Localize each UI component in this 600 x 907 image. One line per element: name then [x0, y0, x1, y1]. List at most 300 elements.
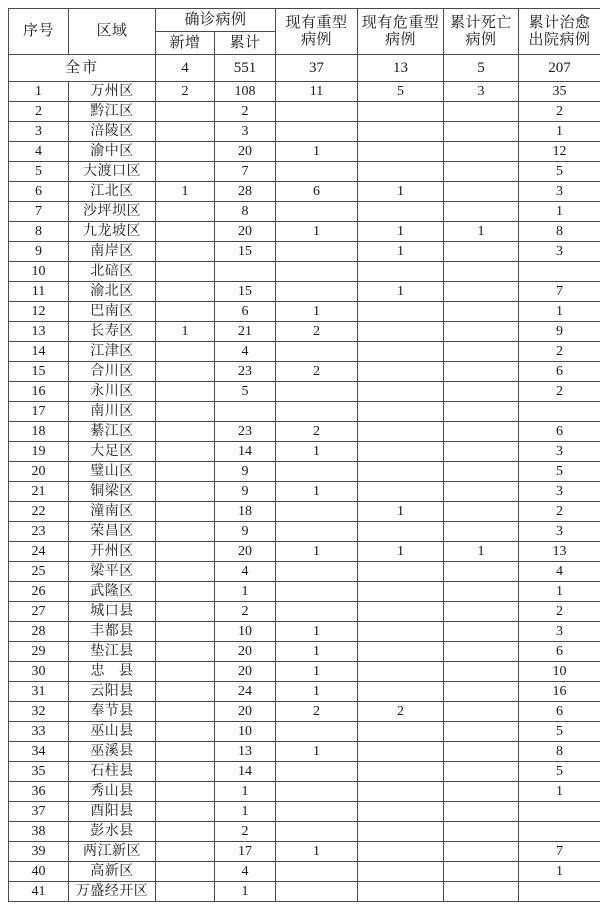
table-row	[9, 562, 600, 582]
row-index: 33	[9, 722, 69, 742]
row-confirmed-cumulative: 17	[215, 842, 276, 862]
row-confirmed-new	[156, 202, 215, 222]
row-confirmed-cumulative: 4	[215, 562, 276, 582]
row-confirmed-new	[156, 462, 215, 482]
row-confirmed-cumulative: 9	[215, 482, 276, 502]
row-cured-cumulative: 2	[519, 102, 600, 122]
row-confirmed-cumulative: 4	[215, 342, 276, 362]
row-death-cumulative	[444, 582, 519, 602]
row-index: 28	[9, 622, 69, 642]
column-header-cured-cumulative-line2: 出院病例	[528, 31, 591, 48]
row-severe-current	[276, 342, 358, 362]
row-death-cumulative	[444, 842, 519, 862]
row-index: 8	[9, 222, 69, 242]
row-index: 10	[9, 262, 69, 282]
column-header-cured-cumulative	[519, 9, 600, 55]
row-confirmed-cumulative: 20	[215, 542, 276, 562]
row-cured-cumulative: 16	[519, 682, 600, 702]
row-confirmed-cumulative: 1	[215, 882, 276, 902]
row-region-name: 涪陵区	[69, 122, 156, 142]
row-confirmed-new	[156, 582, 215, 602]
table-row	[9, 422, 600, 442]
row-confirmed-cumulative: 1	[215, 582, 276, 602]
row-confirmed-new	[156, 162, 215, 182]
row-region-name: 九龙坡区	[69, 222, 156, 242]
row-cured-cumulative: 6	[519, 702, 600, 722]
row-region-name: 渝北区	[69, 282, 156, 302]
row-critical-current	[358, 142, 444, 162]
row-cured-cumulative: 7	[519, 842, 600, 862]
row-confirmed-cumulative: 14	[215, 442, 276, 462]
row-index: 4	[9, 142, 69, 162]
row-confirmed-new	[156, 122, 215, 142]
row-death-cumulative	[444, 402, 519, 422]
row-cured-cumulative	[519, 802, 600, 822]
row-cured-cumulative: 10	[519, 662, 600, 682]
row-severe-current	[276, 122, 358, 142]
total-row-severe: 37	[276, 55, 358, 82]
row-index: 37	[9, 802, 69, 822]
row-index: 5	[9, 162, 69, 182]
row-death-cumulative	[444, 422, 519, 442]
row-index: 13	[9, 322, 69, 342]
row-severe-current	[276, 282, 358, 302]
row-confirmed-new	[156, 802, 215, 822]
row-severe-current: 1	[276, 642, 358, 662]
row-confirmed-new	[156, 822, 215, 842]
row-critical-current	[358, 522, 444, 542]
row-confirmed-new	[156, 522, 215, 542]
row-severe-current: 2	[276, 322, 358, 342]
row-region-name: 铜梁区	[69, 482, 156, 502]
row-index: 16	[9, 382, 69, 402]
row-confirmed-cumulative: 15	[215, 242, 276, 262]
row-confirmed-cumulative	[215, 402, 276, 422]
row-death-cumulative	[444, 142, 519, 162]
row-region-name: 黔江区	[69, 102, 156, 122]
row-index: 7	[9, 202, 69, 222]
table-row	[9, 502, 600, 522]
row-confirmed-cumulative: 1	[215, 782, 276, 802]
row-confirmed-new	[156, 142, 215, 162]
row-cured-cumulative: 2	[519, 342, 600, 362]
header-row-primary	[9, 9, 600, 32]
row-cured-cumulative: 5	[519, 462, 600, 482]
row-critical-current	[358, 662, 444, 682]
row-death-cumulative	[444, 122, 519, 142]
row-critical-current: 1	[358, 542, 444, 562]
row-region-name: 大渡口区	[69, 162, 156, 182]
row-confirmed-new	[156, 422, 215, 442]
row-index: 19	[9, 442, 69, 462]
row-severe-current: 1	[276, 142, 358, 162]
row-severe-current	[276, 522, 358, 542]
row-region-name: 巫山县	[69, 722, 156, 742]
table-row	[9, 362, 600, 382]
row-death-cumulative	[444, 302, 519, 322]
row-death-cumulative	[444, 782, 519, 802]
row-confirmed-new	[156, 362, 215, 382]
row-severe-current: 1	[276, 742, 358, 762]
row-region-name: 酉阳县	[69, 802, 156, 822]
row-critical-current: 5	[358, 82, 444, 102]
row-severe-current: 1	[276, 482, 358, 502]
row-critical-current	[358, 162, 444, 182]
row-region-name: 沙坪坝区	[69, 202, 156, 222]
row-cured-cumulative: 8	[519, 222, 600, 242]
row-confirmed-cumulative: 3	[215, 122, 276, 142]
row-confirmed-cumulative	[215, 262, 276, 282]
row-region-name: 北碚区	[69, 262, 156, 282]
row-region-name: 南岸区	[69, 242, 156, 262]
row-death-cumulative	[444, 642, 519, 662]
column-header-region: 区域	[69, 9, 156, 55]
row-critical-current: 1	[358, 502, 444, 522]
row-region-name: 璧山区	[69, 462, 156, 482]
row-confirmed-cumulative: 2	[215, 102, 276, 122]
row-severe-current: 1	[276, 622, 358, 642]
column-header-severe-current	[276, 9, 358, 55]
row-severe-current	[276, 782, 358, 802]
row-severe-current: 2	[276, 422, 358, 442]
row-confirmed-new: 1	[156, 322, 215, 342]
row-death-cumulative	[444, 322, 519, 342]
table-row	[9, 662, 600, 682]
row-index: 24	[9, 542, 69, 562]
row-death-cumulative	[444, 822, 519, 842]
row-death-cumulative	[444, 522, 519, 542]
row-region-name: 渝中区	[69, 142, 156, 162]
row-cured-cumulative: 1	[519, 862, 600, 882]
row-index: 21	[9, 482, 69, 502]
row-death-cumulative	[444, 202, 519, 222]
row-index: 22	[9, 502, 69, 522]
row-critical-current: 1	[358, 182, 444, 202]
row-death-cumulative	[444, 102, 519, 122]
row-index: 14	[9, 342, 69, 362]
row-cured-cumulative: 13	[519, 542, 600, 562]
row-critical-current: 2	[358, 702, 444, 722]
row-region-name: 城口县	[69, 602, 156, 622]
row-confirmed-cumulative: 20	[215, 662, 276, 682]
row-confirmed-new	[156, 102, 215, 122]
row-critical-current: 1	[358, 242, 444, 262]
row-death-cumulative	[444, 262, 519, 282]
row-region-name: 万州区	[69, 82, 156, 102]
row-death-cumulative	[444, 442, 519, 462]
row-critical-current	[358, 802, 444, 822]
row-severe-current	[276, 462, 358, 482]
row-confirmed-cumulative: 1	[215, 802, 276, 822]
row-index: 36	[9, 782, 69, 802]
column-header-critical-current-line1: 现有危重型	[361, 15, 440, 32]
table-row	[9, 802, 600, 822]
row-region-name: 江北区	[69, 182, 156, 202]
epidemic-statistics-table	[8, 8, 600, 902]
row-index: 15	[9, 362, 69, 382]
row-death-cumulative	[444, 802, 519, 822]
row-severe-current: 1	[276, 662, 358, 682]
table-header	[9, 9, 600, 55]
row-severe-current	[276, 242, 358, 262]
table-row	[9, 622, 600, 642]
table-body	[9, 55, 600, 902]
row-confirmed-cumulative: 15	[215, 282, 276, 302]
row-cured-cumulative: 5	[519, 762, 600, 782]
row-confirmed-cumulative: 6	[215, 302, 276, 322]
row-confirmed-new	[156, 222, 215, 242]
row-death-cumulative	[444, 162, 519, 182]
total-row-critical: 13	[358, 55, 444, 82]
row-confirmed-new	[156, 842, 215, 862]
row-confirmed-cumulative: 2	[215, 822, 276, 842]
row-region-name: 巴南区	[69, 302, 156, 322]
row-cured-cumulative: 1	[519, 782, 600, 802]
row-confirmed-new	[156, 722, 215, 742]
row-critical-current	[358, 782, 444, 802]
row-death-cumulative: 1	[444, 542, 519, 562]
total-row-death: 5	[444, 55, 519, 82]
row-confirmed-cumulative: 5	[215, 382, 276, 402]
table-row	[9, 402, 600, 422]
table-row	[9, 82, 600, 102]
row-confirmed-cumulative: 7	[215, 162, 276, 182]
row-critical-current	[358, 482, 444, 502]
row-confirmed-new	[156, 882, 215, 902]
table-row	[9, 882, 600, 902]
row-severe-current	[276, 582, 358, 602]
row-severe-current: 1	[276, 222, 358, 242]
row-cured-cumulative: 3	[519, 622, 600, 642]
table-row	[9, 742, 600, 762]
row-cured-cumulative: 35	[519, 82, 600, 102]
row-critical-current	[358, 622, 444, 642]
row-confirmed-cumulative: 20	[215, 222, 276, 242]
row-confirmed-new	[156, 382, 215, 402]
table-row	[9, 102, 600, 122]
row-region-name: 彭水县	[69, 822, 156, 842]
row-severe-current: 1	[276, 842, 358, 862]
row-confirmed-new: 1	[156, 182, 215, 202]
table-row	[9, 642, 600, 662]
row-confirmed-cumulative: 10	[215, 722, 276, 742]
row-index: 25	[9, 562, 69, 582]
row-region-name: 高新区	[69, 862, 156, 882]
table-row	[9, 282, 600, 302]
row-confirmed-cumulative: 20	[215, 142, 276, 162]
total-row-cured: 207	[519, 55, 600, 82]
row-severe-current	[276, 262, 358, 282]
table-row	[9, 202, 600, 222]
row-death-cumulative	[444, 242, 519, 262]
row-region-name: 潼南区	[69, 502, 156, 522]
row-region-name: 忠 县	[69, 662, 156, 682]
row-severe-current	[276, 882, 358, 902]
row-cured-cumulative: 7	[519, 282, 600, 302]
row-severe-current	[276, 602, 358, 622]
column-header-death-cumulative-line2: 病例	[465, 31, 497, 48]
row-cured-cumulative: 6	[519, 422, 600, 442]
row-critical-current	[358, 122, 444, 142]
row-critical-current	[358, 642, 444, 662]
row-confirmed-cumulative: 23	[215, 362, 276, 382]
row-death-cumulative	[444, 722, 519, 742]
row-cured-cumulative: 4	[519, 562, 600, 582]
column-header-critical-current	[358, 9, 444, 55]
row-critical-current	[358, 362, 444, 382]
table-row	[9, 602, 600, 622]
row-critical-current	[358, 462, 444, 482]
row-region-name: 丰都县	[69, 622, 156, 642]
row-death-cumulative	[444, 382, 519, 402]
column-header-confirmed-group: 确诊病例	[156, 9, 276, 32]
table-row	[9, 722, 600, 742]
row-critical-current	[358, 562, 444, 582]
row-critical-current: 1	[358, 222, 444, 242]
row-region-name: 梁平区	[69, 562, 156, 582]
row-death-cumulative	[444, 362, 519, 382]
row-index: 6	[9, 182, 69, 202]
row-cured-cumulative: 1	[519, 202, 600, 222]
row-region-name: 长寿区	[69, 322, 156, 342]
row-cured-cumulative: 8	[519, 742, 600, 762]
row-cured-cumulative: 5	[519, 722, 600, 742]
row-cured-cumulative	[519, 882, 600, 902]
row-cured-cumulative	[519, 262, 600, 282]
row-severe-current	[276, 102, 358, 122]
row-cured-cumulative: 3	[519, 182, 600, 202]
row-confirmed-new	[156, 662, 215, 682]
row-region-name: 南川区	[69, 402, 156, 422]
row-confirmed-new	[156, 622, 215, 642]
row-index: 9	[9, 242, 69, 262]
row-death-cumulative	[444, 882, 519, 902]
row-confirmed-new	[156, 682, 215, 702]
row-region-name: 大足区	[69, 442, 156, 462]
table-row	[9, 862, 600, 882]
row-death-cumulative	[444, 662, 519, 682]
row-death-cumulative	[444, 622, 519, 642]
row-confirmed-new	[156, 642, 215, 662]
row-critical-current	[358, 682, 444, 702]
row-cured-cumulative: 12	[519, 142, 600, 162]
table-row-total	[9, 55, 600, 82]
table-row	[9, 382, 600, 402]
row-severe-current: 2	[276, 702, 358, 722]
row-confirmed-cumulative: 2	[215, 602, 276, 622]
row-critical-current	[358, 582, 444, 602]
row-index: 29	[9, 642, 69, 662]
row-severe-current	[276, 862, 358, 882]
row-death-cumulative	[444, 462, 519, 482]
row-severe-current	[276, 382, 358, 402]
row-confirmed-cumulative: 14	[215, 762, 276, 782]
row-death-cumulative	[444, 862, 519, 882]
row-confirmed-new	[156, 262, 215, 282]
row-death-cumulative	[444, 602, 519, 622]
row-cured-cumulative: 2	[519, 502, 600, 522]
row-cured-cumulative: 3	[519, 242, 600, 262]
table-row	[9, 122, 600, 142]
row-index: 34	[9, 742, 69, 762]
row-cured-cumulative: 9	[519, 322, 600, 342]
row-death-cumulative	[444, 702, 519, 722]
row-severe-current	[276, 502, 358, 522]
row-critical-current	[358, 862, 444, 882]
row-confirmed-cumulative: 9	[215, 462, 276, 482]
row-severe-current	[276, 162, 358, 182]
row-confirmed-cumulative: 28	[215, 182, 276, 202]
row-cured-cumulative: 1	[519, 302, 600, 322]
total-row-confirmed-cumulative: 551	[215, 55, 276, 82]
row-region-name: 永川区	[69, 382, 156, 402]
row-severe-current: 1	[276, 682, 358, 702]
row-index: 3	[9, 122, 69, 142]
table-row	[9, 582, 600, 602]
column-header-confirmed-cumulative: 累计	[215, 32, 276, 55]
row-region-name: 垫江县	[69, 642, 156, 662]
row-confirmed-new	[156, 782, 215, 802]
table-row	[9, 162, 600, 182]
table-row	[9, 262, 600, 282]
row-severe-current	[276, 822, 358, 842]
table-row	[9, 222, 600, 242]
row-critical-current	[358, 742, 444, 762]
total-row-label: 全市	[9, 55, 156, 82]
row-critical-current	[358, 602, 444, 622]
row-index: 12	[9, 302, 69, 322]
column-header-confirmed-new: 新增	[156, 32, 215, 55]
table-row	[9, 242, 600, 262]
row-death-cumulative	[444, 762, 519, 782]
row-confirmed-new	[156, 562, 215, 582]
row-index: 11	[9, 282, 69, 302]
column-header-death-cumulative-line1: 累计死亡	[450, 15, 513, 32]
row-region-name: 两江新区	[69, 842, 156, 862]
column-header-index: 序号	[9, 9, 69, 55]
row-index: 18	[9, 422, 69, 442]
row-confirmed-cumulative: 4	[215, 862, 276, 882]
row-critical-current	[358, 422, 444, 442]
row-confirmed-new: 2	[156, 82, 215, 102]
row-critical-current	[358, 102, 444, 122]
row-severe-current: 1	[276, 442, 358, 462]
row-region-name: 奉节县	[69, 702, 156, 722]
row-cured-cumulative: 1	[519, 122, 600, 142]
row-index: 32	[9, 702, 69, 722]
table-row	[9, 142, 600, 162]
row-confirmed-new	[156, 702, 215, 722]
row-severe-current	[276, 202, 358, 222]
row-confirmed-new	[156, 482, 215, 502]
table-row	[9, 702, 600, 722]
row-confirmed-new	[156, 862, 215, 882]
row-severe-current: 6	[276, 182, 358, 202]
row-critical-current	[358, 302, 444, 322]
row-region-name: 开州区	[69, 542, 156, 562]
table-row	[9, 182, 600, 202]
row-death-cumulative	[444, 502, 519, 522]
table-row	[9, 462, 600, 482]
row-index: 31	[9, 682, 69, 702]
row-region-name: 云阳县	[69, 682, 156, 702]
row-confirmed-cumulative: 18	[215, 502, 276, 522]
row-severe-current: 1	[276, 542, 358, 562]
row-cured-cumulative: 3	[519, 522, 600, 542]
row-severe-current: 11	[276, 82, 358, 102]
row-death-cumulative	[444, 182, 519, 202]
row-confirmed-new	[156, 742, 215, 762]
